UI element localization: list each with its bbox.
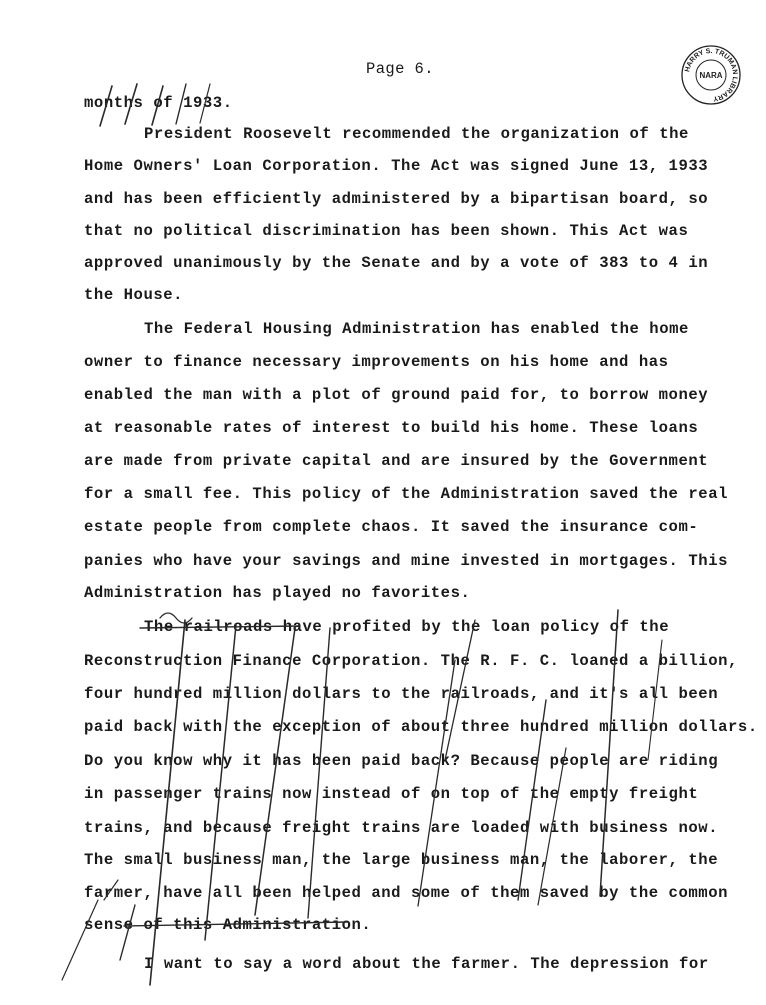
text-line: panies who have your savings and mine invested in mortgages. This bbox=[84, 552, 729, 570]
stamp-center-text: NARA bbox=[699, 71, 723, 80]
text-line: in passenger trains now instead of on top of the empty freight bbox=[84, 785, 699, 803]
text-line: The small business man, the large business man, the laborer, the bbox=[84, 851, 719, 869]
library-stamp bbox=[680, 44, 742, 106]
text-line: paid back with the exception of about three hundred million dollars. bbox=[84, 718, 758, 736]
text-line: Do you know why it has been paid back? Because people are riding bbox=[84, 752, 719, 770]
text-line: President Roosevelt recommended the organization of the bbox=[144, 125, 689, 143]
text-line: The railroads have profited by the loan policy of the bbox=[144, 618, 670, 636]
text-line: The Federal Housing Administration has enabled the home bbox=[144, 320, 689, 338]
text-line: enabled the man with a plot of ground paid for, to borrow money bbox=[84, 386, 709, 404]
text-line: for a small fee. This policy of the Administration saved the real bbox=[84, 485, 729, 503]
text-line: are made from private capital and are insured by the Government bbox=[84, 452, 709, 470]
text-line: months of 1933. bbox=[84, 94, 233, 112]
text-line: at reasonable rates of interest to build his home. These loans bbox=[84, 419, 699, 437]
text-line: approved unanimously by the Senate and by a vote of 383 to 4 in bbox=[84, 254, 709, 272]
text-line: the House. bbox=[84, 286, 184, 304]
text-line: Home Owners' Loan Corporation. The Act was signed June 13, 1933 bbox=[84, 157, 709, 175]
text-line: estate people from complete chaos. It saved the insurance com- bbox=[84, 518, 699, 536]
text-line: four hundred million dollars to the railroads, and it's all been bbox=[84, 685, 719, 703]
text-line: trains, and because freight trains are loaded with business now. bbox=[84, 819, 719, 837]
text-line: sense of this Administration. bbox=[84, 916, 372, 934]
stamp-ring-text: HARRY S. TRUMAN LIBRARY bbox=[684, 47, 739, 102]
text-line: owner to finance necessary improvements on his home and has bbox=[84, 353, 669, 371]
text-line: and has been efficiently administered by a bipartisan board, so bbox=[84, 190, 709, 208]
text-line: Administration has played no favorites. bbox=[84, 584, 471, 602]
text-line: Reconstruction Finance Corporation. The R. F. C. loaned a billion, bbox=[84, 652, 738, 670]
page-number: Page 6. bbox=[366, 60, 434, 78]
text-line: that no political discrimination has been shown. This Act was bbox=[84, 222, 689, 240]
text-line: I want to say a word about the farmer. The depression for bbox=[144, 955, 709, 973]
text-line: farmer, have all been helped and some of them saved by the common bbox=[84, 884, 729, 902]
